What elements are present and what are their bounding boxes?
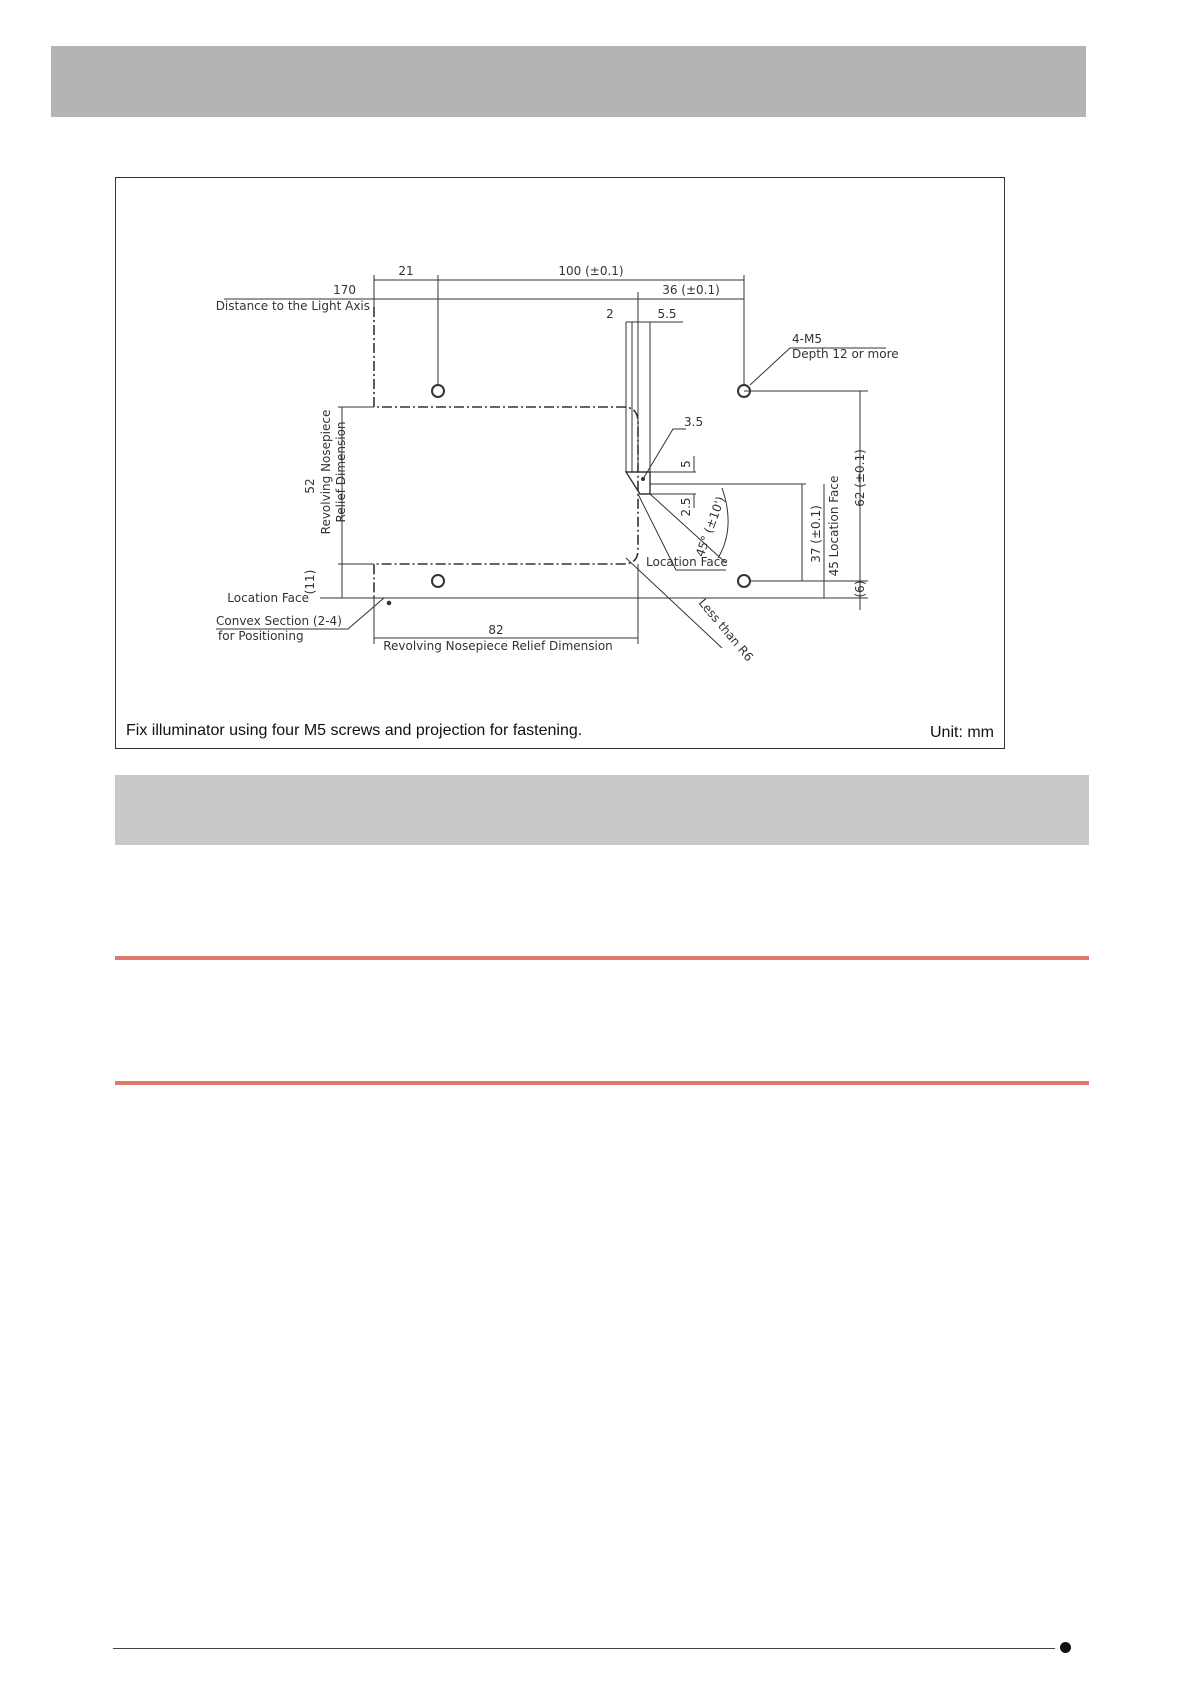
label-convex-1: Convex Section (2-4) — [216, 614, 342, 628]
dim-3-5: 3.5 — [684, 415, 704, 429]
label-relief-v1: Revolving Nosepiece — [319, 409, 333, 535]
dim-5: 5 — [679, 460, 693, 468]
technical-drawing-frame — [115, 177, 1005, 749]
screw-hole-bottom-left — [432, 575, 444, 587]
dim-11: (11) — [303, 569, 317, 595]
label-4-m5: 4-M5 — [792, 332, 822, 346]
dim-170: 170 — [333, 283, 356, 297]
drawing-note: Fix illuminator using four M5 screws and projection for fastening. — [126, 722, 583, 739]
dim-angle: 45° (±10') — [692, 494, 728, 559]
screw-hole-bottom-right — [738, 575, 750, 587]
label-relief-v2: Relief Dimension — [334, 421, 348, 523]
label-r6: Less than R6 — [695, 595, 757, 665]
footer-rule — [113, 1648, 1055, 1649]
label-convex-2: for Positioning — [218, 629, 304, 643]
dim-21: 21 — [398, 264, 414, 278]
section-banner — [115, 775, 1089, 845]
plate-outline — [374, 307, 638, 598]
header-banner — [51, 46, 1086, 117]
dim-5-5: 5.5 — [657, 307, 677, 321]
red-divider-top — [115, 956, 1089, 960]
dim-2-5: 2.5 — [679, 497, 693, 517]
mounting-dimension-drawing — [116, 178, 1006, 750]
red-divider-bottom — [115, 1081, 1089, 1085]
dim-100: 100 (±0.1) — [558, 264, 624, 278]
screw-hole-top-left — [432, 385, 444, 397]
dim-37: 37 (±0.1) — [809, 505, 823, 563]
label-location-face-center: Location Face — [646, 555, 728, 569]
label-location-face-left: Location Face — [227, 591, 309, 605]
drawing-unit: Unit: mm — [930, 724, 994, 741]
dim-52: 52 — [303, 478, 317, 494]
footer-bullet — [1060, 1642, 1071, 1653]
dim-6: (6) — [853, 580, 867, 598]
dim-2: 2 — [606, 307, 614, 321]
dim-82: 82 — [488, 623, 504, 637]
dim-36: 36 (±0.1) — [662, 283, 720, 297]
dim-62: 62 (±0.1) — [853, 449, 867, 507]
label-depth: Depth 12 or more — [792, 347, 899, 361]
label-light-axis: Distance to the Light Axis — [215, 299, 370, 313]
dim-45: 45 Location Face — [827, 475, 841, 577]
label-relief-h: Revolving Nosepiece Relief Dimension — [383, 639, 613, 653]
